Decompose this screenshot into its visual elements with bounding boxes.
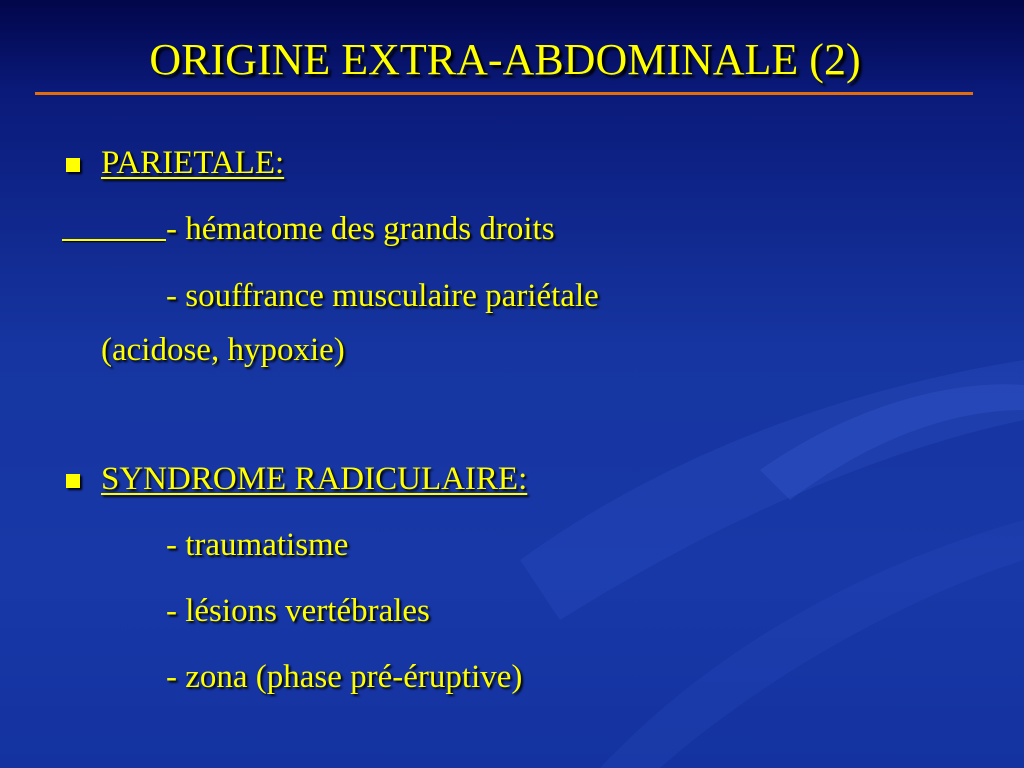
square-bullet-icon	[66, 474, 80, 488]
list-item: (acidose, hypoxie)	[101, 332, 345, 368]
blank-line	[62, 209, 166, 241]
slide-title: ORIGINE EXTRA-ABDOMINALE (2)	[149, 35, 861, 84]
square-bullet-icon	[66, 158, 80, 172]
list-item: - traumatisme	[166, 527, 349, 563]
list-item: - zona (phase pré-éruptive)	[166, 659, 523, 695]
list-item	[62, 209, 555, 249]
section-heading-parietale: PARIETALE:	[101, 145, 285, 181]
list-item: - lésions vertébrales	[166, 593, 430, 629]
title-divider	[35, 92, 973, 95]
list-item: - souffrance musculaire pariétale	[166, 278, 599, 314]
section-heading-syndrome: SYNDROME RADICULAIRE:	[101, 461, 528, 497]
list-item-text: - hématome des grands droits	[166, 211, 555, 247]
